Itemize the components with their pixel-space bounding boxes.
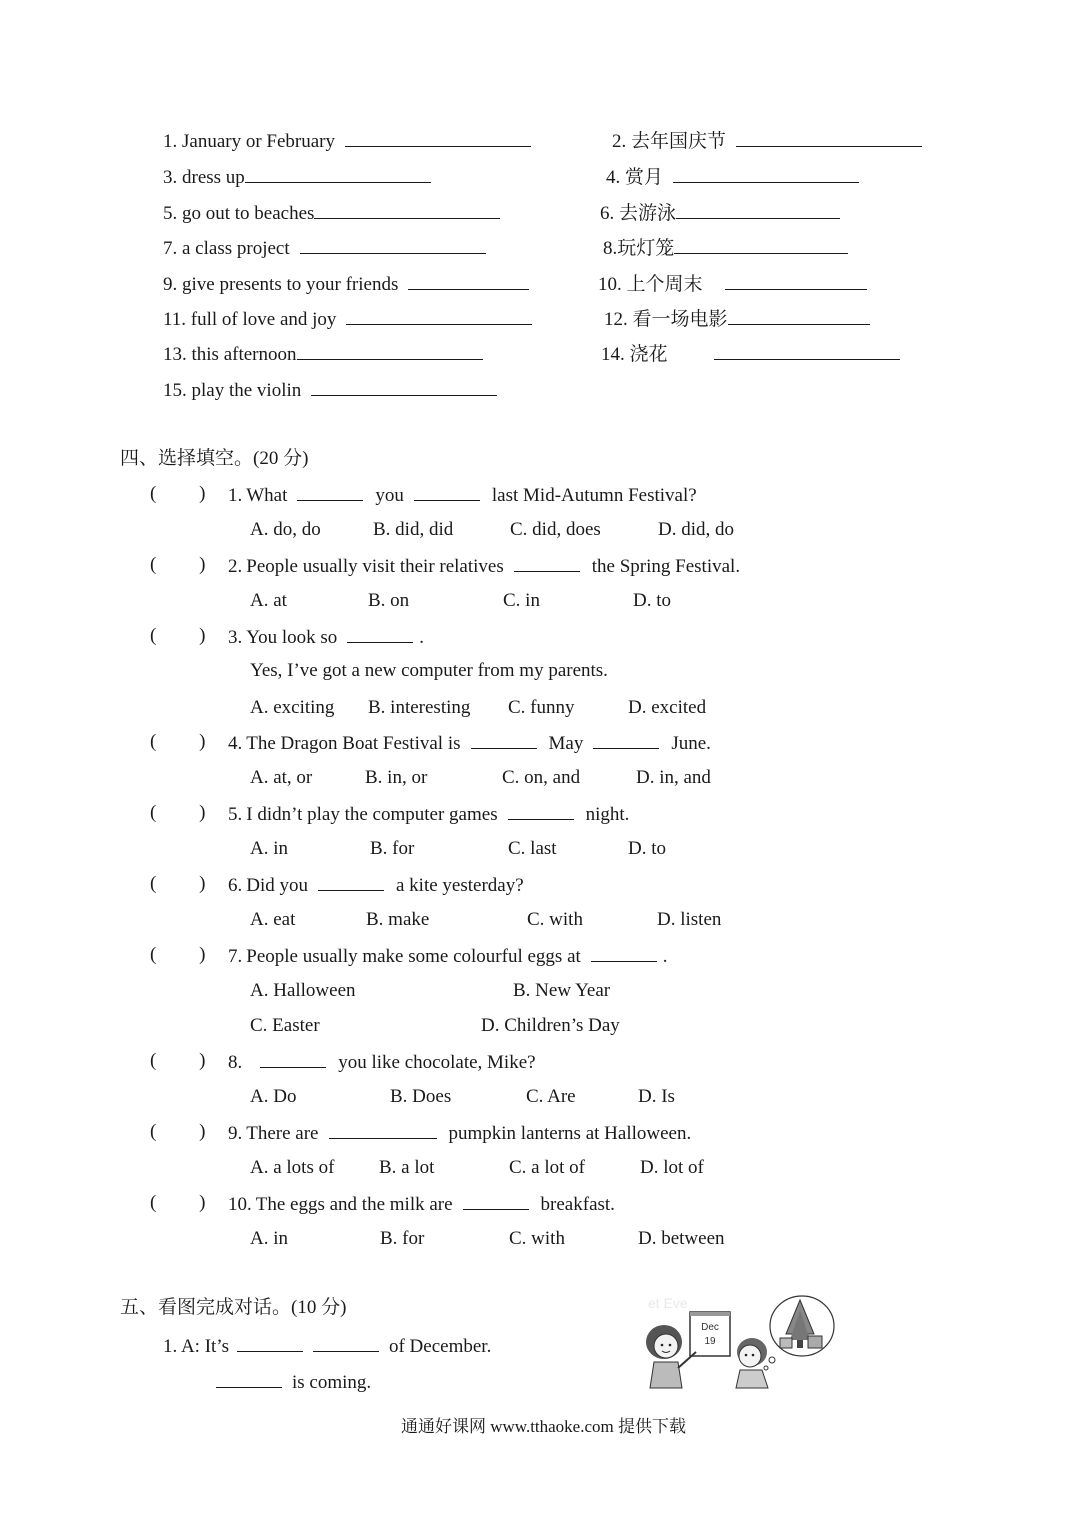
- question-number: 10.: [228, 1194, 252, 1215]
- answer-bracket[interactable]: ( ): [150, 1121, 206, 1142]
- question-stem: 7. People usually make some colourful eggs at .: [228, 946, 668, 967]
- answer-blank[interactable]: [414, 484, 480, 501]
- answer-blank[interactable]: [508, 803, 574, 820]
- answer-blank[interactable]: [346, 308, 532, 325]
- option-d: D. between: [638, 1228, 725, 1249]
- option-b: B. New Year: [513, 980, 611, 1001]
- footer-credit: 通通好课网 www.tthaoke.com 提供下载: [400, 1417, 687, 1436]
- answer-blank[interactable]: [408, 273, 529, 290]
- option-a: A. in: [250, 838, 288, 859]
- question-stem: 8. you like chocolate, Mike?: [228, 1052, 536, 1073]
- answer-blank[interactable]: [673, 166, 859, 183]
- question-number: 7.: [228, 946, 243, 967]
- answer-bracket[interactable]: ( ): [150, 944, 206, 965]
- dialogue-line-2: is coming.: [216, 1371, 371, 1392]
- option-b: B. make: [366, 909, 430, 930]
- vocab-item-6: 6. 去游泳: [600, 202, 846, 223]
- answer-blank[interactable]: [300, 237, 486, 254]
- question-number: 2.: [228, 556, 243, 577]
- answer-blank[interactable]: [237, 1335, 303, 1352]
- answer-blank[interactable]: [593, 732, 659, 749]
- question-stem: 10. The eggs and the milk are breakfast.: [228, 1194, 615, 1215]
- vocab-item-14: 14. 浇花: [601, 343, 906, 364]
- answer-blank[interactable]: [245, 166, 431, 183]
- question-number: 3.: [228, 627, 243, 648]
- option-c: C. last: [508, 838, 557, 859]
- question-number: 1.: [228, 485, 243, 506]
- option-d: D. Children’s Day: [481, 1015, 620, 1036]
- answer-blank[interactable]: [318, 874, 384, 891]
- answer-blank[interactable]: [297, 343, 483, 360]
- question-number: 4.: [228, 733, 243, 754]
- answer-blank[interactable]: [313, 1335, 379, 1352]
- option-a: A. do, do: [250, 519, 321, 540]
- response-line: Yes, I’ve got a new computer from my parents.: [250, 660, 608, 681]
- answer-bracket[interactable]: ( ): [150, 873, 206, 894]
- option-a: A. Do: [250, 1086, 297, 1107]
- answer-bracket[interactable]: ( ): [150, 802, 206, 823]
- option-c: C. with: [509, 1228, 565, 1249]
- section-5-title: 五、看图完成对话。(10 分): [120, 1297, 347, 1318]
- answer-blank[interactable]: [216, 1371, 282, 1388]
- option-a: A. at, or: [250, 767, 313, 788]
- calendar-icon: [690, 1312, 730, 1356]
- svg-text:et Eve: et Eve: [648, 1295, 688, 1311]
- vocab-item-8: 8.玩灯笼: [603, 237, 854, 258]
- question-number: 5.: [228, 804, 243, 825]
- answer-blank[interactable]: [674, 237, 848, 254]
- vocab-item-12: 12. 看一场电影: [604, 308, 876, 329]
- option-d: D. excited: [628, 697, 707, 718]
- option-d: D. listen: [657, 909, 722, 930]
- answer-blank[interactable]: [260, 1051, 326, 1068]
- answer-blank[interactable]: [297, 484, 363, 501]
- option-a: A. exciting: [250, 697, 335, 718]
- answer-bracket[interactable]: ( ): [150, 731, 206, 752]
- vocab-item-4: 4. 赏月: [606, 166, 865, 187]
- answer-blank[interactable]: [728, 308, 870, 325]
- vocab-item-1: 1. January or February: [163, 130, 537, 151]
- vocab-item-11: 11. full of love and joy: [163, 308, 538, 329]
- answer-bracket[interactable]: ( ): [150, 1050, 206, 1071]
- answer-blank[interactable]: [314, 202, 500, 219]
- question-stem: 6. Did you a kite yesterday?: [228, 875, 524, 896]
- option-b: B. for: [370, 838, 415, 859]
- option-d: D. did, do: [658, 519, 734, 540]
- option-b: B. on: [368, 590, 410, 611]
- answer-blank[interactable]: [311, 379, 497, 396]
- option-b: B. did, did: [373, 519, 454, 540]
- option-b: B. a lot: [379, 1157, 435, 1178]
- answer-blank[interactable]: [714, 343, 900, 360]
- answer-bracket[interactable]: ( ): [150, 625, 206, 646]
- option-b: B. Does: [390, 1086, 452, 1107]
- svg-text:19: 19: [704, 1336, 716, 1347]
- option-c: C. in: [503, 590, 540, 611]
- answer-blank[interactable]: [736, 130, 922, 147]
- answer-blank[interactable]: [345, 130, 531, 147]
- question-number: 9.: [228, 1123, 243, 1144]
- answer-bracket[interactable]: ( ): [150, 483, 206, 504]
- option-c: C. Easter: [250, 1015, 320, 1036]
- option-c: C. with: [527, 909, 583, 930]
- option-a: A. at: [250, 590, 287, 611]
- dialogue-line-1: 1. A: It’s of December.: [163, 1336, 492, 1357]
- christmas-calendar-illustration: [640, 1290, 836, 1390]
- answer-blank[interactable]: [591, 945, 657, 962]
- answer-blank[interactable]: [347, 626, 413, 643]
- section-4-title: 四、选择填空。(20 分): [120, 448, 309, 469]
- question-number: 8.: [228, 1052, 243, 1073]
- vocab-item-2: 2. 去年国庆节: [612, 130, 928, 151]
- answer-blank[interactable]: [676, 202, 840, 219]
- vocab-item-15: 15. play the violin: [163, 379, 503, 400]
- option-a: A. in: [250, 1228, 288, 1249]
- question-stem: 3. You look so .: [228, 627, 424, 648]
- vocab-item-13: 13. this afternoon: [163, 343, 489, 364]
- option-a: A. a lots of: [250, 1157, 335, 1178]
- option-c: C. Are: [526, 1086, 576, 1107]
- option-c: C. a lot of: [509, 1157, 585, 1178]
- option-b: B. for: [380, 1228, 425, 1249]
- option-b: B. in, or: [365, 767, 428, 788]
- option-c: C. funny: [508, 697, 575, 718]
- answer-blank[interactable]: [463, 1193, 529, 1210]
- question-stem: 2. People usually visit their relatives the Spring Festival.: [228, 556, 741, 577]
- svg-text:Dec: Dec: [701, 1322, 719, 1333]
- option-d: D. Is: [638, 1086, 675, 1107]
- option-d: D. in, and: [636, 767, 711, 788]
- option-c: C. on, and: [502, 767, 581, 788]
- vocab-item-9: 9. give presents to your friends: [163, 273, 535, 294]
- vocab-item-10: 10. 上个周末: [598, 273, 873, 294]
- option-b: B. interesting: [368, 697, 471, 718]
- vocab-item-5: 5. go out to beaches: [163, 202, 506, 223]
- option-d: D. to: [628, 838, 666, 859]
- option-a: A. eat: [250, 909, 296, 930]
- question-number: 6.: [228, 875, 243, 896]
- question-stem: 9. There are pumpkin lanterns at Halloween.: [228, 1123, 692, 1144]
- answer-blank[interactable]: [514, 555, 580, 572]
- vocab-item-7: 7. a class project: [163, 237, 492, 258]
- option-a: A. Halloween: [250, 980, 356, 1001]
- vocab-item-3: 3. dress up: [163, 166, 437, 187]
- question-stem: 4. The Dragon Boat Festival is May June.: [228, 733, 711, 754]
- question-stem: 5. I didn’t play the computer games night.: [228, 804, 630, 825]
- answer-blank[interactable]: [725, 273, 867, 290]
- answer-bracket[interactable]: ( ): [150, 1192, 206, 1213]
- answer-blank[interactable]: [471, 732, 537, 749]
- answer-bracket[interactable]: ( ): [150, 554, 206, 575]
- question-stem: 1. What you last Mid-Autumn Festival?: [228, 485, 697, 506]
- option-c: C. did, does: [510, 519, 601, 540]
- option-d: D. lot of: [640, 1157, 704, 1178]
- answer-blank[interactable]: [329, 1122, 437, 1139]
- option-d: D. to: [633, 590, 671, 611]
